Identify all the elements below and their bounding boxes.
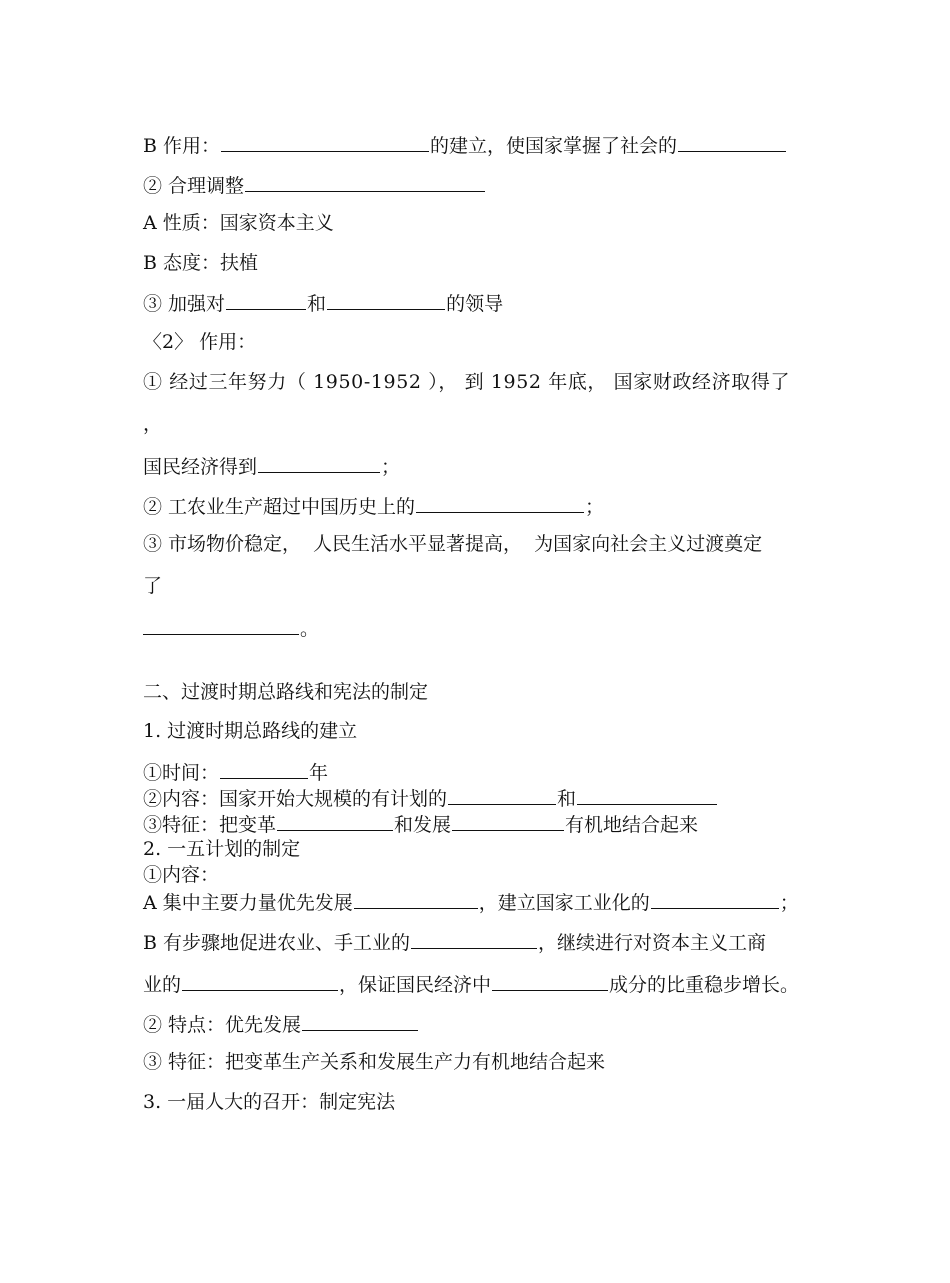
fill-blank[interactable]: [651, 889, 779, 909]
fill-blank[interactable]: [143, 615, 299, 635]
text: B 作用：: [143, 135, 221, 157]
line-b-steps: [143, 929, 766, 953]
text: B 有步骤地促进农业、手工业的: [143, 932, 411, 954]
text: 国民经济得到: [143, 456, 258, 478]
text: ，继续进行对资本主义工商: [538, 932, 767, 954]
fill-blank[interactable]: [416, 493, 584, 513]
line-time: [143, 759, 328, 783]
fill-blank[interactable]: [411, 929, 537, 949]
text: ，: [143, 413, 163, 435]
fill-blank[interactable]: [452, 811, 564, 831]
text: ②内容：国家开始大规模的有计划的: [143, 788, 448, 810]
fill-blank[interactable]: [448, 785, 556, 805]
text: 有机地结合起来: [565, 814, 699, 836]
text: ①时间：: [143, 762, 220, 784]
text: A 性质：国家资本主义: [143, 212, 334, 234]
fill-blank[interactable]: [354, 889, 478, 909]
line-foundation: [143, 615, 319, 639]
text: 人民生活水平显著提高，: [313, 533, 523, 555]
subheading-npc: [143, 1090, 395, 1114]
text: ；: [779, 892, 799, 914]
line-adjust: [143, 172, 486, 196]
text: ③ 市场物价稳定，: [143, 533, 302, 555]
text: B 态度：扶植: [143, 252, 259, 274]
line-guarantee: [143, 971, 799, 995]
fill-blank[interactable]: [245, 172, 485, 192]
line-three-years: [143, 370, 790, 394]
subheading-general-line: [143, 719, 357, 743]
text: 〈2〉 作用：: [143, 331, 257, 353]
line-prices: [143, 532, 762, 556]
text: 3. 一届人大的召开：制定宪法: [143, 1091, 396, 1113]
fill-blank[interactable]: [577, 785, 717, 805]
text: 年: [309, 762, 329, 784]
fill-blank[interactable]: [258, 453, 380, 473]
text: ；: [585, 496, 605, 518]
text: 和发展: [394, 814, 452, 836]
text: ①内容：: [143, 864, 220, 886]
line-comma: [143, 412, 162, 436]
line-production: [143, 493, 604, 517]
fill-blank[interactable]: [182, 971, 338, 991]
fill-blank[interactable]: [277, 811, 393, 831]
line-effect-heading: [143, 330, 256, 354]
line-a-nature: [143, 211, 334, 235]
fill-blank[interactable]: [302, 1011, 418, 1031]
text: ③ 加强对: [143, 293, 226, 315]
line-b-attitude: [143, 251, 258, 275]
line-content: [143, 785, 718, 809]
text: 和: [557, 788, 577, 810]
line-national-economy: [143, 453, 400, 477]
text: ② 合理调整: [143, 175, 245, 197]
fill-blank[interactable]: [492, 971, 608, 991]
line-plan-content: [143, 863, 219, 887]
section-heading-2: [143, 680, 428, 704]
text: ，保证国民经济中: [339, 974, 492, 996]
line-b-effect: [143, 132, 787, 156]
fill-blank[interactable]: [220, 759, 308, 779]
text: 成分的比重稳步增长。: [609, 974, 800, 996]
text: 和: [307, 293, 327, 315]
text: 2. 一五计划的制定: [143, 838, 301, 860]
line-plan-feature: [143, 1050, 605, 1074]
line-le: [143, 574, 162, 598]
text: 的建立，使国家掌握了社会的: [430, 135, 678, 157]
text: ① 经过三年努力（ 1950-1952 ）， 到 1952 年底， 国家财政经济取得了: [143, 371, 791, 393]
text: 了: [143, 575, 163, 597]
line-strengthen: [143, 290, 503, 314]
fill-blank[interactable]: [327, 290, 445, 310]
fill-blank[interactable]: [221, 132, 429, 152]
text: ③ 特征：把变革生产关系和发展生产力有机地结合起来: [143, 1051, 606, 1073]
text: ② 工农业生产超过中国历史上的: [143, 496, 416, 518]
text: ② 特点：优先发展: [143, 1014, 302, 1036]
subheading-five-year-plan: [143, 837, 300, 861]
text: ；: [381, 456, 401, 478]
text: 为国家向社会主义过渡奠定: [534, 533, 763, 555]
text: 业的: [143, 974, 182, 996]
line-feature: [143, 811, 698, 835]
text: 的领导: [446, 293, 504, 315]
text: 二、过渡时期总路线和宪法的制定: [143, 681, 429, 703]
text: ，建立国家工业化的: [478, 892, 650, 914]
fill-blank[interactable]: [226, 290, 306, 310]
line-characteristic: [143, 1011, 419, 1035]
text: A 集中主要力量优先发展: [143, 892, 353, 914]
line-a-focus: [143, 889, 799, 913]
text: 1. 过渡时期总路线的建立: [143, 720, 358, 742]
text: 。: [300, 618, 320, 640]
fill-blank[interactable]: [678, 132, 786, 152]
text: ③特征：把变革: [143, 814, 277, 836]
